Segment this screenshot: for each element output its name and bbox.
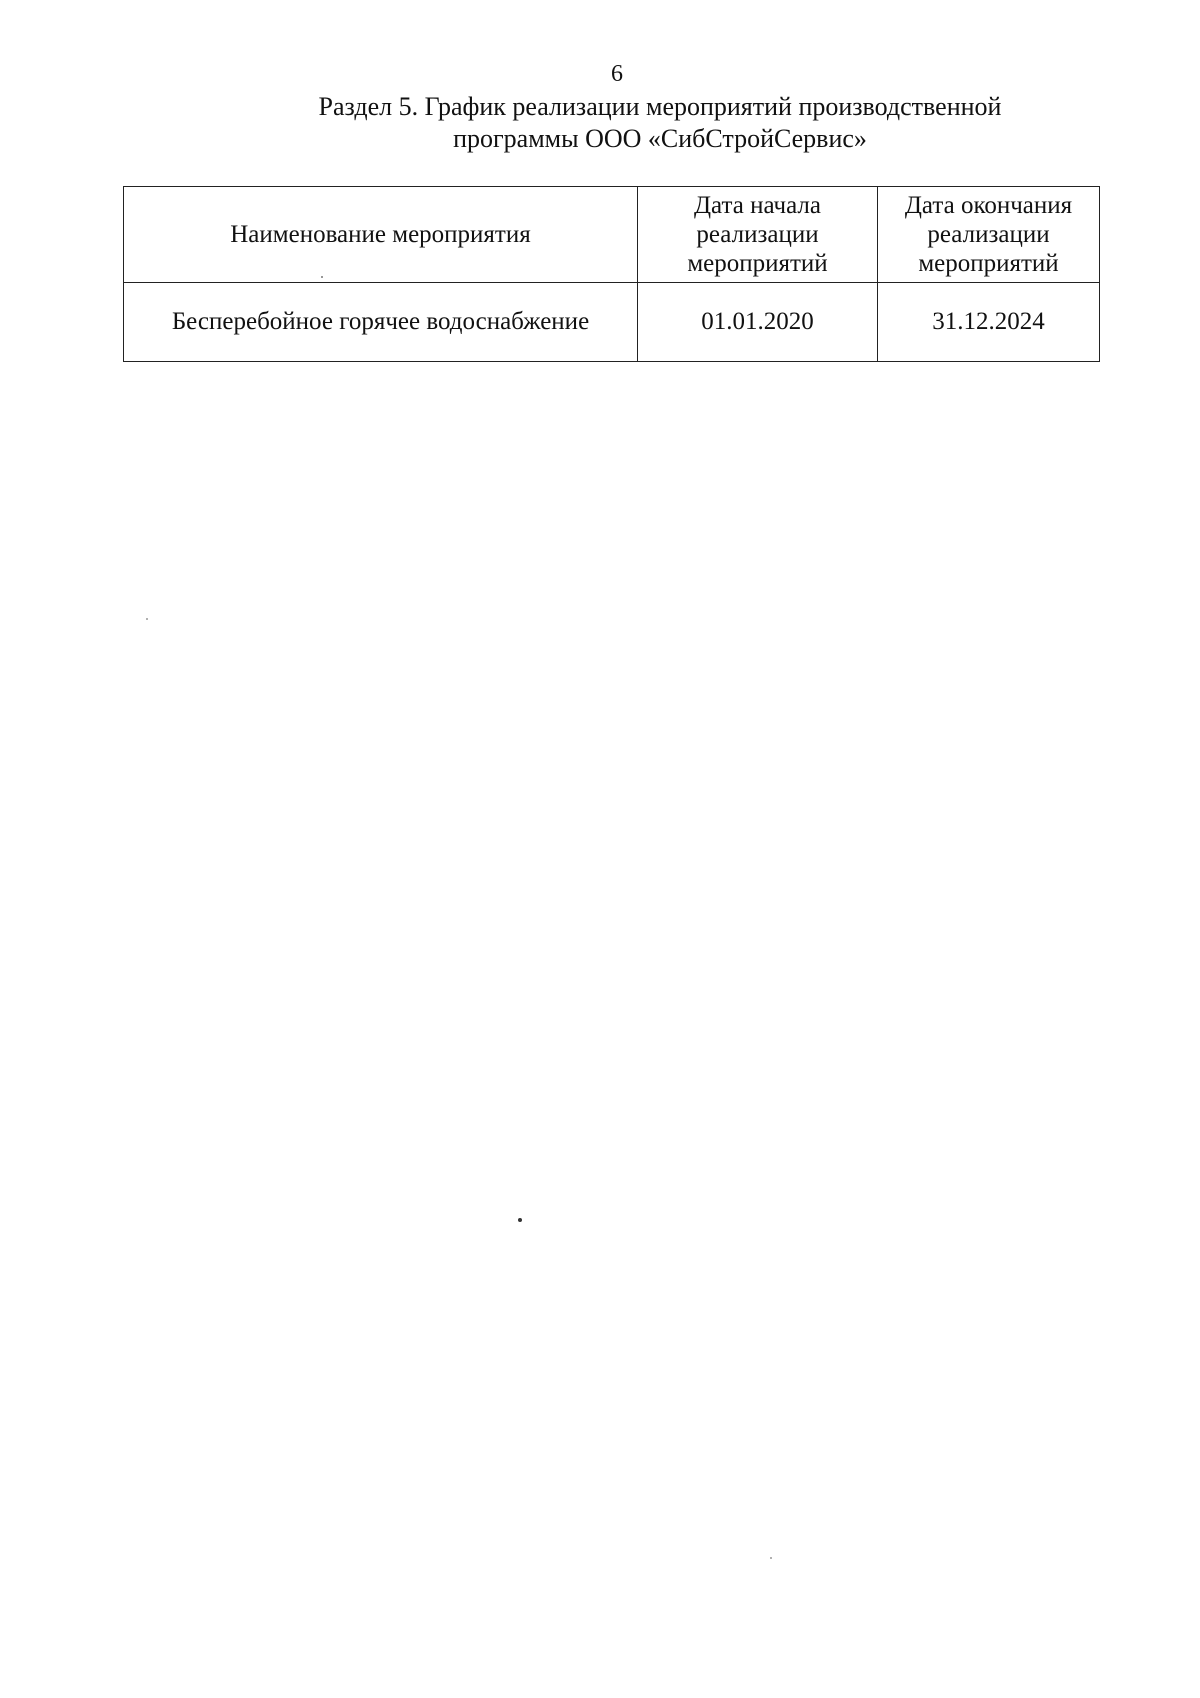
cell-start-date: 01.01.2020 [638, 283, 878, 362]
scan-speck [146, 618, 148, 620]
cell-end-date: 31.12.2024 [878, 283, 1100, 362]
section-title [270, 91, 1050, 155]
page-number: 6 [611, 61, 623, 87]
section-title-line-1: Раздел 5. График реализации мероприятий производственной [318, 92, 1002, 121]
header-start-date: Дата начала реализации мероприятий [638, 187, 878, 283]
scan-speck [321, 276, 323, 278]
section-title-line-2: программы ООО «СибСтройСервис» [453, 124, 867, 153]
scan-speck [518, 1218, 522, 1222]
header-activity-name: Наименование мероприятия [124, 187, 638, 283]
header-end-date: Дата окончания реализации мероприятий [878, 187, 1100, 283]
schedule-table [123, 186, 1100, 362]
table-row [124, 283, 1100, 362]
scan-speck [770, 1557, 772, 1559]
table-header-row [124, 187, 1100, 283]
cell-activity-name: Бесперебойное горячее водоснабжение [124, 283, 638, 362]
